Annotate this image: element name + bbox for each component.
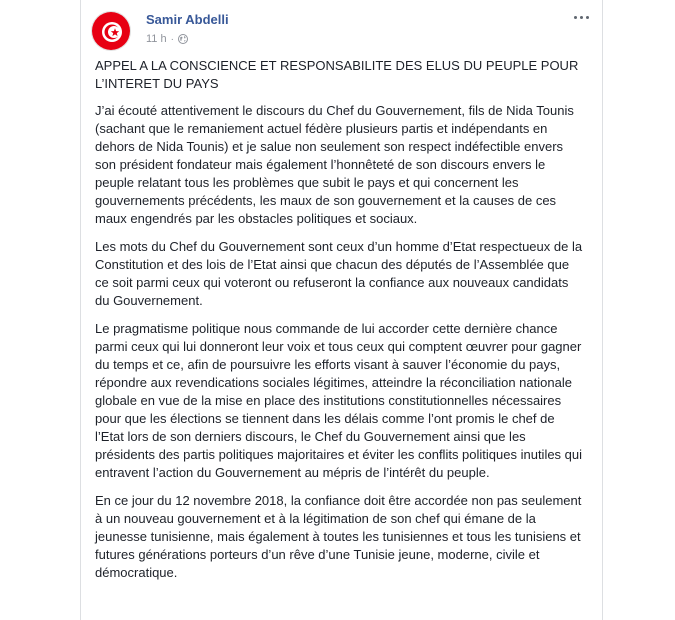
post-paragraph: En ce jour du 12 novembre 2018, la confiance doit être accordée non pas seulement à un nouveau gouvernement et à la légitimation de son chef qui émane de la jeunesse tunisienne, mais également à toutes les tunisiennes et tous les tunisiens et futures générations porteurs d’un rêve d’une Tunisie jeune, moderne, civile et démocratique. <box>95 493 582 580</box>
avatar[interactable] <box>91 11 131 51</box>
post-meta <box>146 33 188 45</box>
more-options-icon[interactable] <box>571 10 591 24</box>
post-paragraph: Le pragmatisme politique nous commande de lui accorder cette dernière chance parmi ceux qui lui donneront leur voix et tous ceux qui comptent œuvrer pour gagner du temps et ce, afin de poursuivre les efforts visant à sauver l’économie du pays, répondre aux revendications sociales légitimes, atteindre la réconciliation nationale globale en vue de la mise en place des institutions constitutionnelles nécessaires pour que les élections se tiennent dans les délais comme l’ont promis le chef de l’Etat lors de son derniers discours, le Chef du Gouvernement ainsi que les présidents des partis politiques majoritaires et éviter les conflits politiques inutiles qui entravent l’action du Gouvernement au mépris de l’intérêt du peuple. <box>95 321 583 480</box>
post-time[interactable]: 11 h <box>146 33 167 45</box>
post-heading: APPEL A LA CONSCIENCE ET RESPONSABILITE DES ELUS DU PEUPLE POUR L’INTERET DU PAYS <box>95 58 579 91</box>
author-name[interactable]: Samir Abdelli <box>146 12 229 27</box>
post-card <box>80 0 603 620</box>
post-content <box>95 57 585 592</box>
post-paragraph: Les mots du Chef du Gouvernement sont ceux d’un homme d’Etat respectueux de la Constitution et des lois de l’Etat ainsi que chacun des députés de l’Assemblée que ce soit parmi ceux qui voteront ou refuseront la confiance aux nouveaux candidats du Gouvernement. <box>95 239 583 308</box>
post-paragraph: J’ai écouté attentivement le discours du Chef du Gouvernement, fils de Nida Tounis (sachant que le remaniement actuel fédère plusieurs partis et indépendants en dehors de Nida Tounis) et je salue non seulement son respect indéfectible envers son président fondateur mais également l’honnêteté de son discours envers le peuple relatant tous les problèmes que subit le pays et qui concernent les gouvernements précédents, les maux de son gouvernement et la causes de ces maux engendrés par les obstacles politiques et sociaux. <box>95 103 574 226</box>
globe-icon[interactable] <box>178 34 188 44</box>
meta-separator: · <box>170 33 174 45</box>
tunisian-flag-icon <box>92 12 131 51</box>
